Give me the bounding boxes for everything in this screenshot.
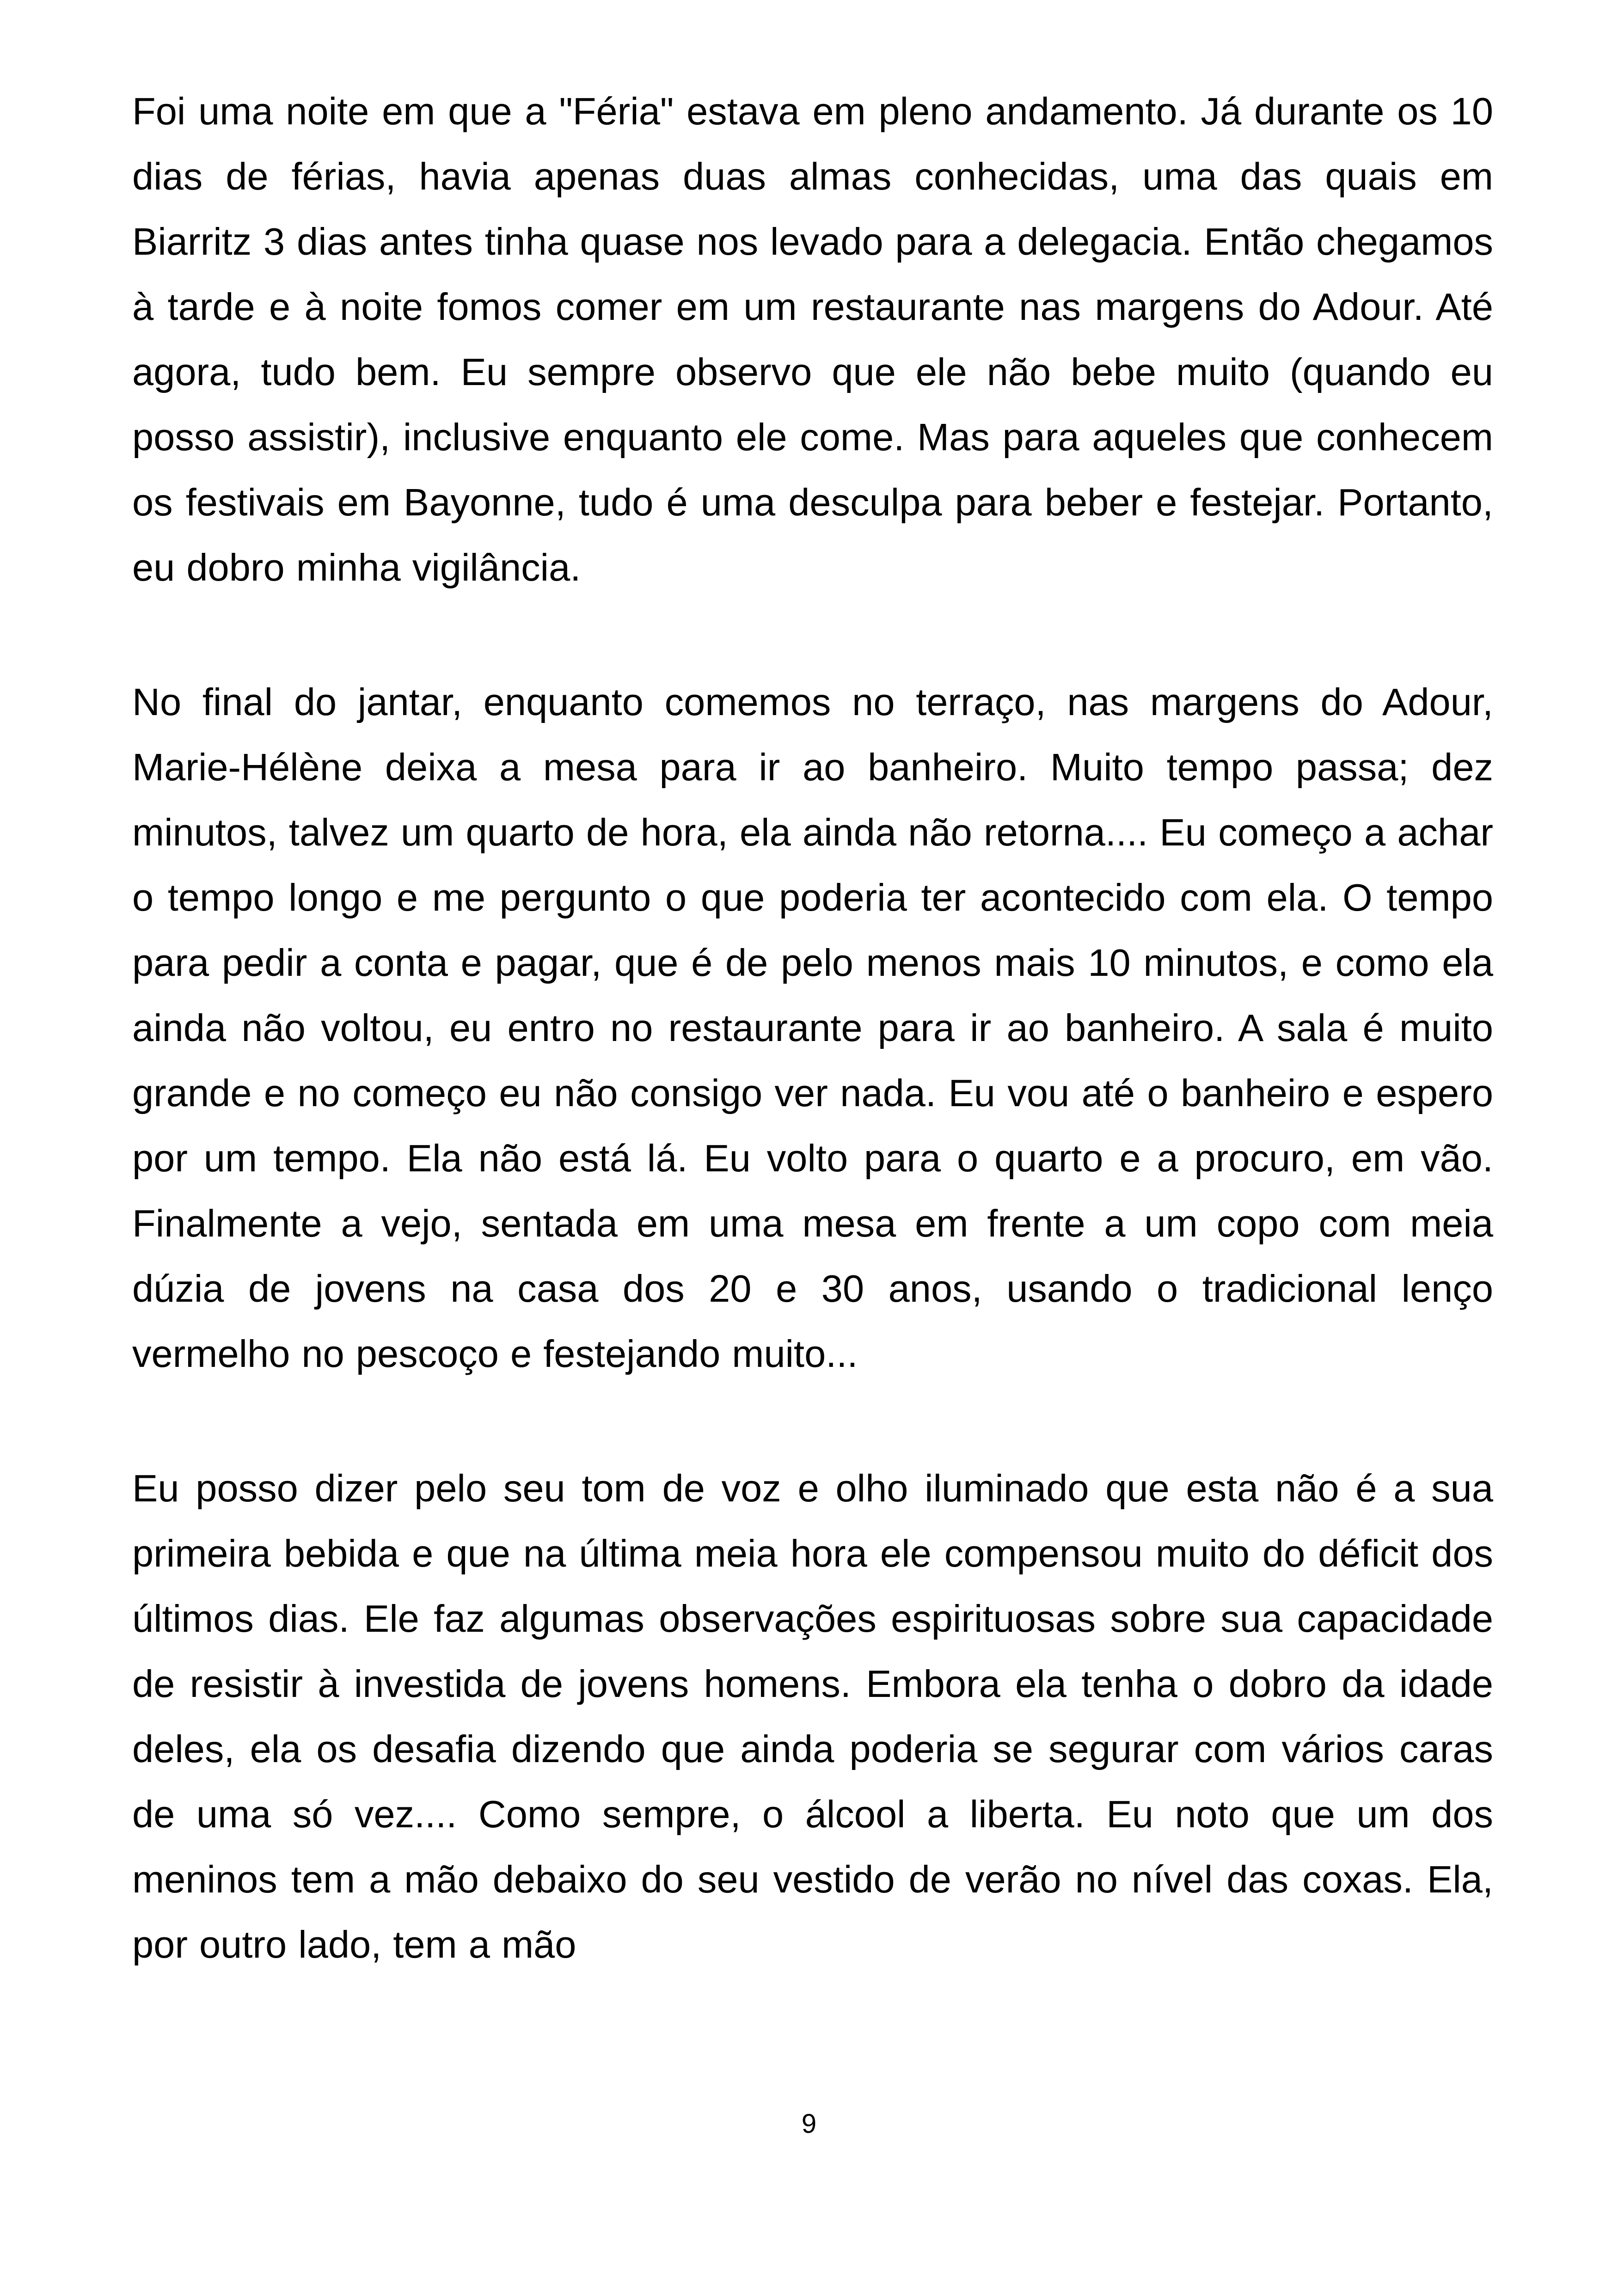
paragraph-1: Foi uma noite em que a "Féria" estava em pleno andamento. Já durante os 10 dias de férias, havia apenas duas almas conhecidas, uma das quais em Biarritz 3 dias antes tinha quase nos levado para a delegacia. Então chegamos à tarde e à noite fomos comer em um restaurante nas margens do Adour. Até agora, tudo bem. Eu sempre observo que ele não bebe muito (quando eu posso assistir), inclusive enquanto ele come. Mas para aqueles que conhecem os festivais em Bayonne, tudo é uma desculpa para beber e festejar. Portanto, eu dobro minha vigilância. <box>132 90 1493 589</box>
paragraph-3: Eu posso dizer pelo seu tom de voz e olho iluminado que esta não é a sua primeira bebida e que na última meia hora ele compensou muito do déficit dos últimos dias. Ele faz algumas observações espirituosas sobre sua capacidade de resistir à investida de jovens homens. Embora ela tenha o dobro da idade deles, ela os desafia dizendo que ainda poderia se segurar com vários caras de uma só vez.... Como sempre, o álcool a liberta. Eu noto que um dos meninos tem a mão debaixo do seu vestido de verão no nível das coxas. Ela, por outro lado, tem a mão <box>132 1467 1493 1966</box>
page-body <box>132 79 1493 2046</box>
paragraph-2: No final do jantar, enquanto comemos no terraço, nas margens do Adour, Marie-Hélène deixa a mesa para ir ao banheiro. Muito tempo passa; dez minutos, talvez um quarto de hora, ela ainda não retorna.... Eu começo a achar o tempo longo e me pergunto o que poderia ter acontecido com ela. O tempo para pedir a conta e pagar, que é de pelo menos mais 10 minutos, e como ela ainda não voltou, eu entro no restaurante para ir ao banheiro. A sala é muito grande e no começo eu não consigo ver nada. Eu vou até o banheiro e espero por um tempo. Ela não está lá. Eu volto para o quarto e a procuro, em vão. Finalmente a vejo, sentada em uma mesa em frente a um copo com meia dúzia de jovens na casa dos 20 e 30 anos, usando o tradicional lenço vermelho no pescoço e festejando muito... <box>132 680 1493 1375</box>
page-number: 9 <box>801 2109 817 2139</box>
